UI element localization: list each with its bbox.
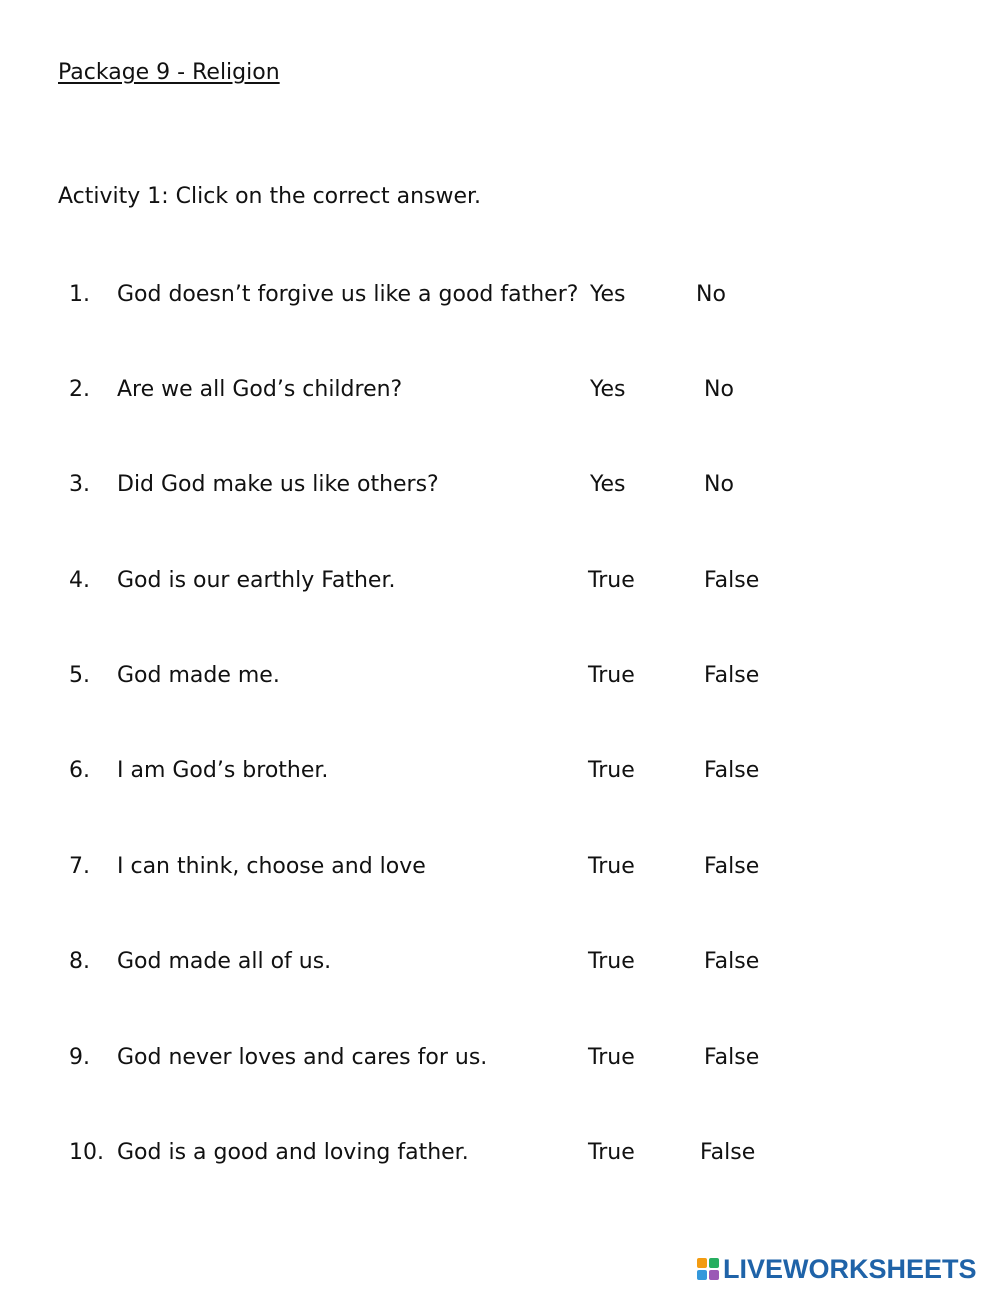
question-text: God never loves and cares for us. [117,1045,488,1070]
question-number: 7. [69,854,90,879]
question-row [0,1045,1000,1085]
answer-option-false[interactable]: False [700,1140,756,1165]
question-number: 10. [69,1140,104,1165]
question-text: God is our earthly Father. [117,568,396,593]
question-number: 4. [69,568,90,593]
answer-option-no[interactable]: No [704,377,734,402]
answer-option-yes[interactable]: Yes [590,282,626,307]
question-text: God is a good and loving father. [117,1140,469,1165]
question-text: Are we all God’s children? [117,377,403,402]
answer-option-true[interactable]: True [588,758,635,783]
answer-option-true[interactable]: True [588,568,635,593]
answer-option-false[interactable]: False [704,854,760,879]
question-text: God made all of us. [117,949,332,974]
answer-option-yes[interactable]: Yes [590,377,626,402]
answer-option-yes[interactable]: Yes [590,472,626,497]
answer-option-true[interactable]: True [588,1140,635,1165]
question-number: 8. [69,949,90,974]
question-row [0,377,1000,417]
activity-instruction: Activity 1: Click on the correct answer. [58,184,482,209]
question-number: 1. [69,282,90,307]
liveworksheets-logo [697,1253,977,1285]
answer-option-false[interactable]: False [704,758,760,783]
answer-option-true[interactable]: True [588,1045,635,1070]
liveworksheets-logo-icon [697,1258,719,1280]
question-row [0,1140,1000,1180]
answer-option-no[interactable]: No [704,472,734,497]
question-row [0,472,1000,512]
question-text: Did God make us like others? [117,472,439,497]
question-row [0,758,1000,798]
page-title: Package 9 - Religion [58,60,280,85]
answer-option-false[interactable]: False [704,663,760,688]
answer-option-false[interactable]: False [704,1045,760,1070]
question-text: I am God’s brother. [117,758,329,783]
answer-option-false[interactable]: False [704,949,760,974]
answer-option-true[interactable]: True [588,663,635,688]
question-text: I can think, choose and love [117,854,426,879]
question-text: God made me. [117,663,280,688]
question-row [0,568,1000,608]
question-row [0,663,1000,703]
question-number: 9. [69,1045,90,1070]
logo-text: LIVEWORKSHEETS [723,1253,977,1284]
question-number: 2. [69,377,90,402]
answer-option-true[interactable]: True [588,949,635,974]
question-text: God doesn’t forgive us like a good father? [117,282,579,307]
answer-option-false[interactable]: False [704,568,760,593]
answer-option-no[interactable]: No [696,282,726,307]
question-number: 5. [69,663,90,688]
question-row [0,949,1000,989]
question-number: 3. [69,472,90,497]
question-row [0,282,1000,322]
question-row [0,854,1000,894]
answer-option-true[interactable]: True [588,854,635,879]
question-number: 6. [69,758,90,783]
